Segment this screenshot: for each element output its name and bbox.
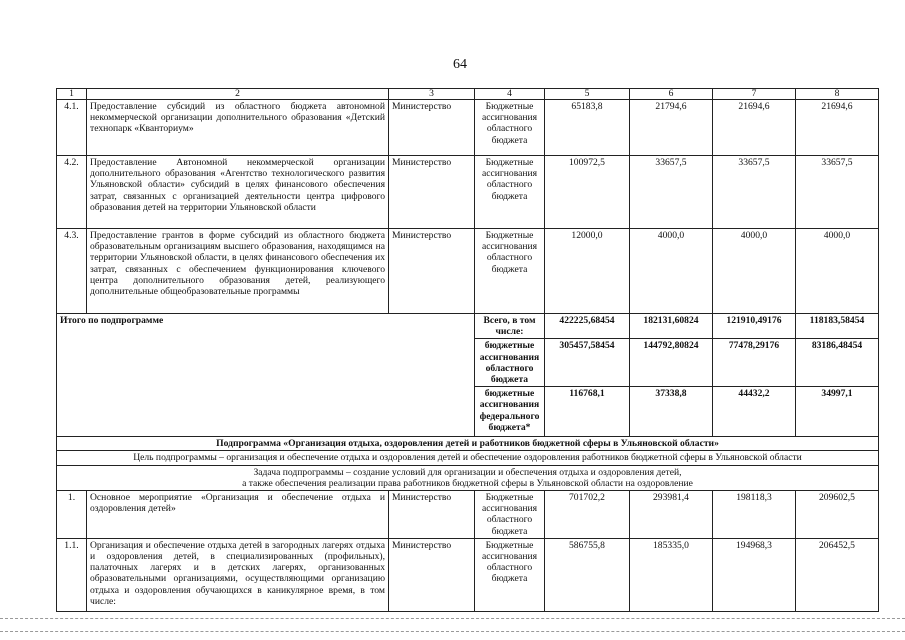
funding-source: Бюджетные ассигнования областного бюджета — [475, 156, 545, 229]
funding-source: Всего, в том числе: — [475, 314, 545, 339]
row-number: 4.3. — [57, 229, 87, 314]
amount-total: 701702,2 — [545, 491, 630, 539]
page-number: 64 — [453, 57, 467, 72]
subprogram-goal: Цель подпрограммы – организация и обеспечение отдыха и оздоровления детей и обеспечение оздоровления работников бюджетной сферы в Ульяновской области — [57, 451, 879, 465]
scan-edge-line — [0, 631, 905, 632]
amount-year-1: 185335,0 — [630, 538, 713, 611]
responsible-org: Министерство — [389, 156, 475, 229]
amount-year-1: 182131,60824 — [630, 314, 713, 339]
amount-year-1: 4000,0 — [630, 229, 713, 314]
amount-year-1: 21794,6 — [630, 100, 713, 156]
responsible-org: Министерство — [389, 229, 475, 314]
amount-year-2: 121910,49176 — [713, 314, 796, 339]
amount-year-2: 77478,29176 — [713, 339, 796, 387]
column-number: 7 — [713, 89, 796, 100]
table-row — [57, 229, 879, 314]
funding-source: Бюджетные ассигнования областного бюджета — [475, 491, 545, 539]
amount-total: 12000,0 — [545, 229, 630, 314]
amount-year-3: 21694,6 — [796, 100, 879, 156]
table-row — [57, 100, 879, 156]
measure-description: Предоставление Автономной некоммерческой организации дополнительного образования «Агентство технологического развития Ульяновской области» субсидий в целях финансового обеспечения затрат, связанных с организацией деятельности центра цифрового образования детей на территории Ульяновской области — [87, 156, 389, 229]
amount-year-3: 209602,5 — [796, 491, 879, 539]
amount-year-2: 4000,0 — [713, 229, 796, 314]
measure-description: Основное мероприятие «Организация и обеспечение отдыха и оздоровления детей» — [87, 491, 389, 539]
total-row — [57, 314, 879, 339]
amount-year-2: 21694,6 — [713, 100, 796, 156]
column-number-row — [57, 89, 879, 100]
task-line: Задача подпрограммы – создание условий для организации и обеспечения отдыха и оздоровления детей, — [253, 466, 682, 478]
column-number: 4 — [475, 89, 545, 100]
column-number: 6 — [630, 89, 713, 100]
task-line: а также обеспечения реализации права работников бюджетной сферы в Ульяновской области на оздоровление — [242, 477, 693, 489]
column-number: 5 — [545, 89, 630, 100]
funding-source: Бюджетные ассигнования областного бюджета — [475, 229, 545, 314]
total-label: Итого по подпрограмме — [57, 314, 475, 437]
measure-description: Предоставление грантов в форме субсидий из областного бюджета образовательным организациям высшего образования, находящимся на территории Ульяновской области, в целях финансового обеспечения их затрат, связанных с обеспечением функционирования ключевого центра дополнительного образования детей, реализующего дополнительные общеобразовательные программы — [87, 229, 389, 314]
table-row — [57, 491, 879, 539]
scan-edge-line — [0, 618, 905, 619]
program-table — [56, 88, 879, 612]
amount-total: 305457,58454 — [545, 339, 630, 387]
amount-year-1: 293981,4 — [630, 491, 713, 539]
funding-source: бюджетные ассигнования областного бюджета — [475, 339, 545, 387]
amount-year-2: 198118,3 — [713, 491, 796, 539]
column-number: 3 — [389, 89, 475, 100]
responsible-org: Министерство — [389, 100, 475, 156]
row-number: 1.1. — [57, 538, 87, 611]
amount-total: 422225,68454 — [545, 314, 630, 339]
row-number: 4.1. — [57, 100, 87, 156]
amount-year-3: 4000,0 — [796, 229, 879, 314]
amount-total: 586755,8 — [545, 538, 630, 611]
amount-year-2: 44432,2 — [713, 387, 796, 437]
goal-row — [57, 451, 879, 465]
amount-year-3: 33657,5 — [796, 156, 879, 229]
funding-source: Бюджетные ассигнования областного бюджета — [475, 100, 545, 156]
amount-year-3: 206452,5 — [796, 538, 879, 611]
amount-total: 65183,8 — [545, 100, 630, 156]
responsible-org: Министерство — [389, 491, 475, 539]
row-number: 1. — [57, 491, 87, 539]
column-number: 2 — [87, 89, 389, 100]
row-number: 4.2. — [57, 156, 87, 229]
subprogram-row — [57, 437, 879, 451]
column-number: 1 — [57, 89, 87, 100]
table-row — [57, 538, 879, 611]
column-number: 8 — [796, 89, 879, 100]
table-row — [57, 156, 879, 229]
amount-year-3: 83186,48454 — [796, 339, 879, 387]
task-row — [57, 465, 879, 490]
amount-year-3: 118183,58454 — [796, 314, 879, 339]
subprogram-title: Подпрограмма «Организация отдыха, оздоровления детей и работников бюджетной сферы в Ульяновской области» — [57, 437, 879, 451]
amount-year-1: 144792,80824 — [630, 339, 713, 387]
measure-description: Организация и обеспечение отдыха детей в загородных лагерях отдыха и оздоровления детей, в специализированных (профильных), палаточных лагерях и в детских лагерях, организованных образовательными организациями, осуществляющими организацию отдыха и оздоровления обучающихся в каникулярное время, в том числе: — [87, 538, 389, 611]
measure-description: Предоставление субсидий из областного бюджета автономной некоммерческой организации дополнительного образования «Детский технопарк «Кванториум» — [87, 100, 389, 156]
amount-total: 100972,5 — [545, 156, 630, 229]
funding-source: бюджетные ассигнования федерального бюджета* — [475, 387, 545, 437]
amount-year-3: 34997,1 — [796, 387, 879, 437]
amount-year-1: 37338,8 — [630, 387, 713, 437]
amount-total: 116768,1 — [545, 387, 630, 437]
subprogram-task — [57, 465, 879, 490]
amount-year-2: 33657,5 — [713, 156, 796, 229]
funding-source: Бюджетные ассигнования областного бюджета — [475, 538, 545, 611]
amount-year-1: 33657,5 — [630, 156, 713, 229]
amount-year-2: 194968,3 — [713, 538, 796, 611]
responsible-org: Министерство — [389, 538, 475, 611]
